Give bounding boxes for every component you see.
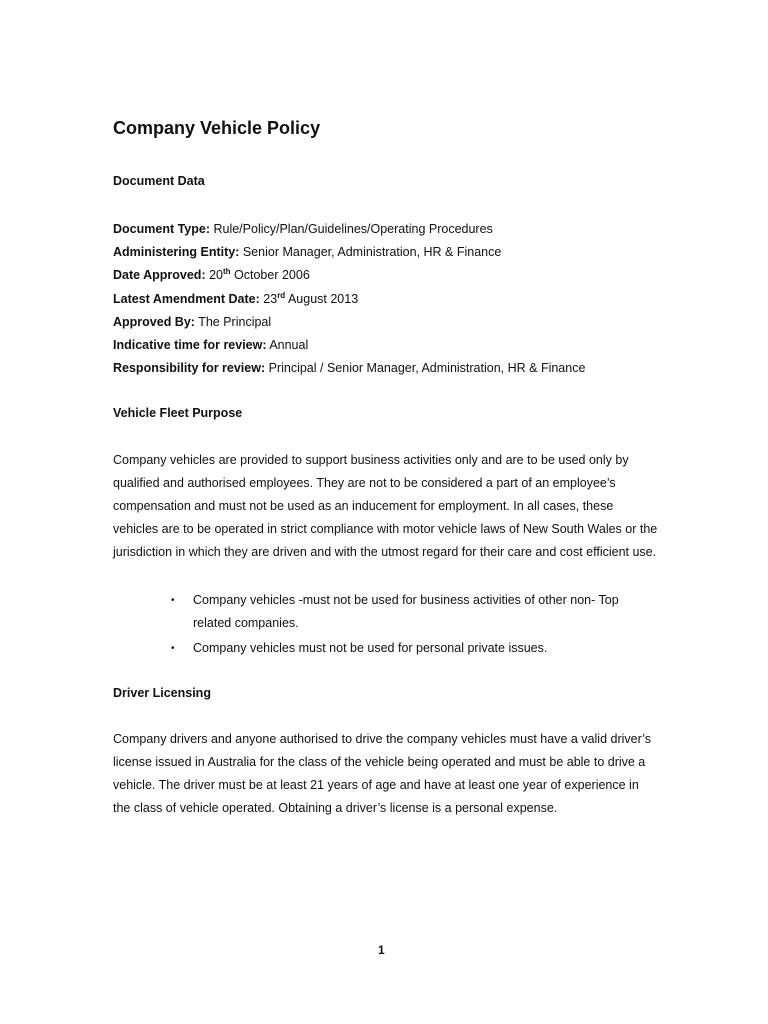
meta-review-responsibility: [113, 357, 585, 380]
meta-value: The Principal: [194, 314, 272, 329]
bullet-icon: •: [171, 595, 175, 606]
fleet-purpose-paragraph: Company vehicles are provided to support business activities only and are to be used only by qualified and authorised employees. They are not to be considered a part of an employee’s compensation and must not be used as an inducement for employment. In all cases, these vehicles are to be operated in strict compliance with motor vehicle laws of New South Wales or the jurisdiction in which they are driven and with the utmost regard for their care and cost efficient use.: [113, 453, 658, 559]
page-number: 1: [378, 943, 385, 957]
list-item: [165, 589, 645, 635]
section-heading-document-data: Document Data: [113, 174, 205, 188]
document-title: Company Vehicle Policy: [113, 118, 321, 138]
meta-value-day: 23: [259, 291, 278, 306]
meta-value-day: 20: [205, 268, 223, 283]
meta-document-type: [113, 218, 585, 241]
list-item-text: Company vehicles -must not be used for business activities of other non- Top related companies.: [193, 593, 619, 630]
meta-label: Indicative time for review:: [113, 337, 267, 352]
meta-approved-by: [113, 311, 585, 334]
meta-value-month-year: August 2013: [285, 291, 359, 306]
driver-licensing-paragraph: Company drivers and anyone authorised to drive the company vehicles must have a valid driver’s license issued in Australia for the class of the vehicle being operated and must be able to drive a vehicle. The driver must be at least 21 years of age and have at least one year of experience in the class of vehicle operated. Obtaining a driver’s license is a personal expense.: [113, 732, 652, 815]
meta-date-approved: [113, 264, 585, 287]
meta-label: Latest Amendment Date:: [113, 291, 260, 306]
meta-label: Date Approved:: [113, 268, 206, 283]
meta-value: Senior Manager, Administration, HR & Finance: [239, 245, 502, 260]
section-heading-fleet-purpose: Vehicle Fleet Purpose: [113, 406, 243, 420]
meta-value: Principal / Senior Manager, Administration, HR & Finance: [265, 361, 586, 376]
meta-value-month-year: October 2006: [230, 268, 310, 283]
list-item-text: Company vehicles must not be used for personal private issues.: [193, 641, 548, 655]
meta-label: Document Type:: [113, 222, 210, 236]
meta-value: Annual: [266, 337, 309, 352]
meta-label: Administering Entity:: [113, 245, 240, 260]
meta-value-suffix: th: [223, 267, 231, 277]
meta-value-suffix: rd: [277, 290, 286, 300]
meta-administering-entity: [113, 241, 585, 264]
meta-indicative-review-time: [113, 334, 585, 357]
document-metadata-list: [113, 218, 585, 380]
list-item: [165, 637, 645, 660]
section-heading-driver-licensing: Driver Licensing: [113, 686, 211, 700]
meta-latest-amendment-date: [113, 288, 585, 311]
meta-value: Rule/Policy/Plan/Guidelines/Operating Procedures: [210, 222, 493, 236]
bullet-icon: •: [171, 643, 175, 654]
fleet-restrictions-list: [165, 589, 645, 662]
meta-label: Approved By:: [113, 314, 195, 329]
meta-label: Responsibility for review:: [113, 361, 266, 376]
